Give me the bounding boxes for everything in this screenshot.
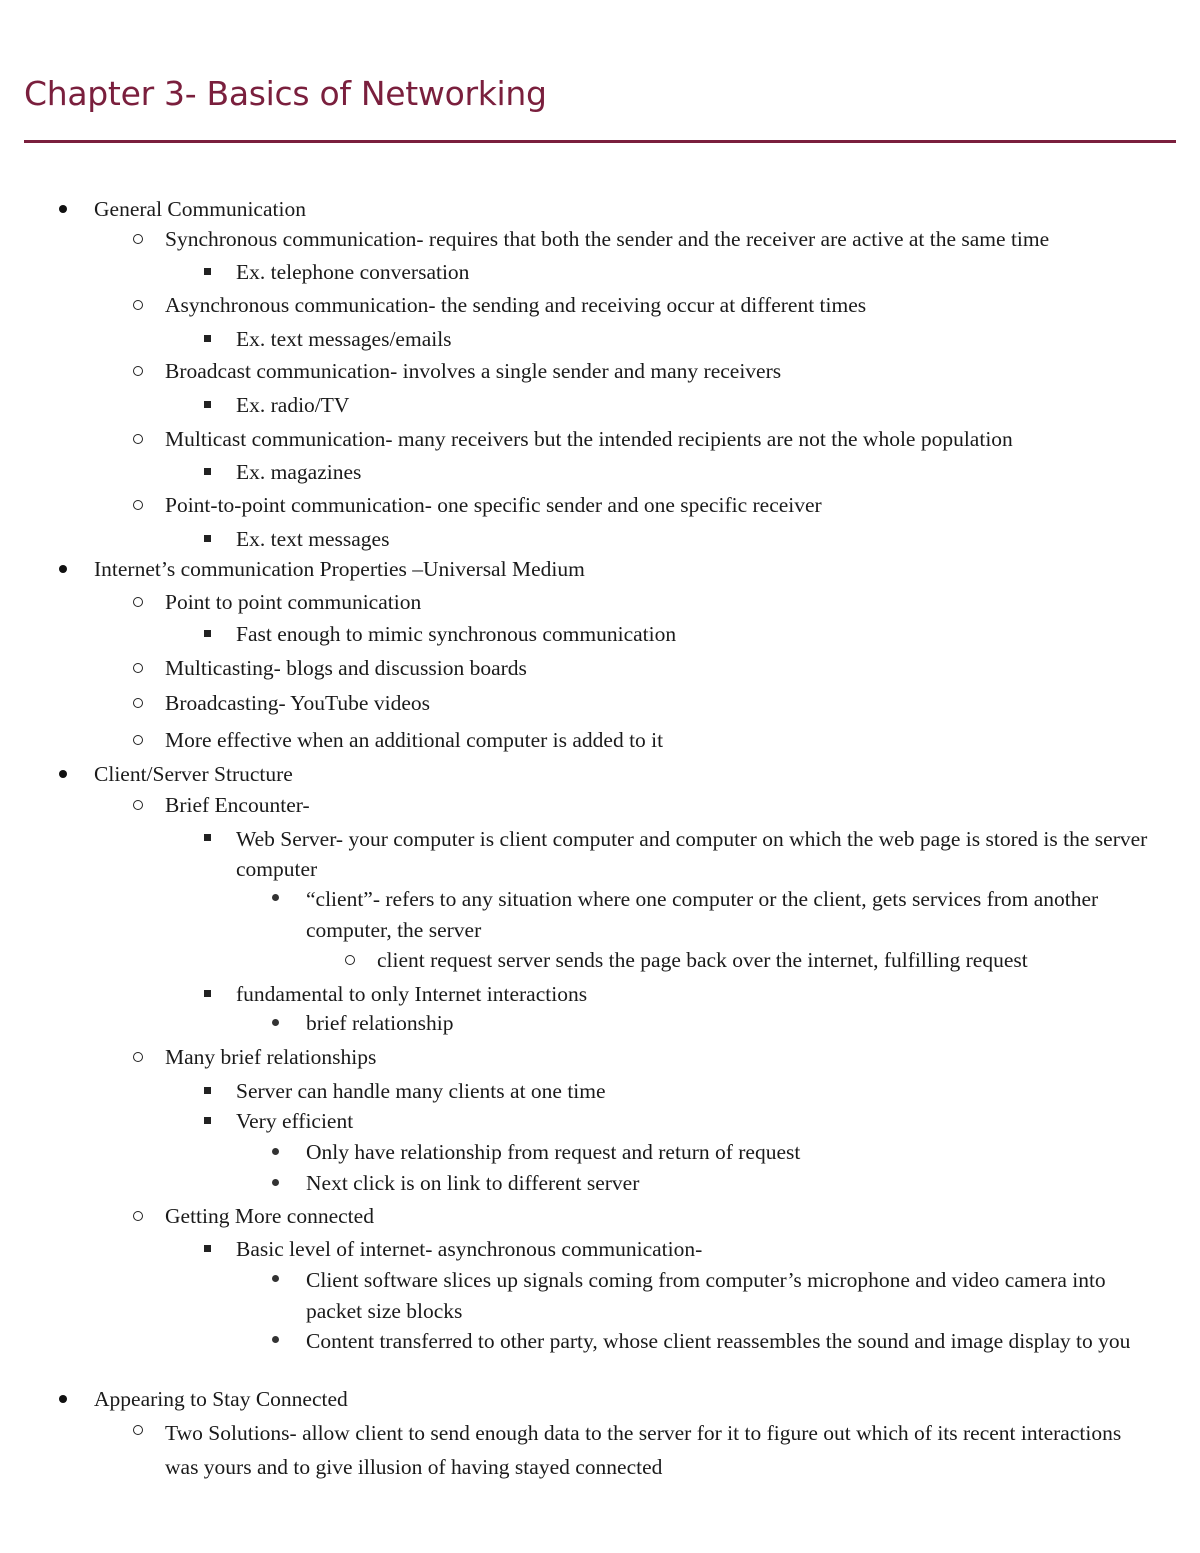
bullet-circle-icon <box>133 291 143 310</box>
list-item-only-relationship: Only have relationship from request and return of request <box>306 1140 801 1164</box>
list-item-client-definition: “client”- refers to any situation where one computer or the client, gets services from another computer, the server <box>306 887 1099 942</box>
bullet-disc-icon <box>59 760 67 778</box>
bullet-dot-icon <box>272 1009 279 1026</box>
list-item-example: Ex. magazines <box>236 460 362 484</box>
bullet-disc-icon <box>59 1385 67 1403</box>
list-item-example: Ex. radio/TV <box>236 393 350 417</box>
list-item-multicast: Multicast communication- many receivers but the intended recipients are not the whole population <box>165 427 1013 451</box>
bullet-circle-icon <box>133 1202 143 1221</box>
bullet-dot-icon <box>272 1326 279 1343</box>
list-item-example: Ex. text messages/emails <box>236 327 452 351</box>
bullet-circle-icon <box>133 357 143 376</box>
list-item-detail: Fast enough to mimic synchronous communication <box>236 622 677 646</box>
bullet-dot-icon <box>272 1169 279 1186</box>
list-item-many-brief: Many brief relationships <box>165 1045 377 1069</box>
bullet-square-icon <box>204 1235 211 1252</box>
list-item-brief-encounter: Brief Encounter- <box>165 793 310 817</box>
list-item-example: Ex. text messages <box>236 527 390 551</box>
list-item-very-efficient: Very efficient <box>236 1109 354 1133</box>
list-item-server-handles: Server can handle many clients at one time <box>236 1079 606 1103</box>
list-item-web-server: Web Server- your computer is client computer and computer on which the web page is stored is the server computer <box>236 827 1148 881</box>
bullet-disc-icon <box>59 555 67 573</box>
bullet-circle-icon <box>133 726 143 745</box>
bullet-square-icon <box>204 391 211 408</box>
list-item-broadcasting: Broadcasting- YouTube videos <box>165 691 430 715</box>
bullet-circle-icon <box>133 588 143 607</box>
list-item-appearing-connected: Appearing to Stay Connected <box>94 1387 348 1411</box>
bullet-square-icon <box>204 1107 211 1124</box>
bullet-square-icon <box>204 1077 211 1094</box>
bullet-square-icon <box>204 824 211 841</box>
list-item-basic-level: Basic level of internet- asynchronous communication- <box>236 1237 703 1261</box>
list-item-two-solutions: Two Solutions- allow client to send enough data to the server for it to figure out which of its recent interactions was yours and to give illusion of having stayed connected <box>165 1421 1122 1479</box>
list-item-general-communication: General Communication <box>94 197 306 221</box>
list-item-getting-connected: Getting More connected <box>165 1204 374 1228</box>
list-item-multicasting: Multicasting- blogs and discussion boards <box>165 656 527 680</box>
list-item-synchronous: Synchronous communication- requires that both the sender and the receiver are active at the same time <box>165 227 1050 251</box>
list-item-point-to-point: Point-to-point communication- one specific sender and one specific receiver <box>165 493 822 517</box>
list-item-asynchronous: Asynchronous communication- the sending and receiving occur at different times <box>165 293 867 317</box>
bullet-circle-icon <box>133 225 143 244</box>
bullet-square-icon <box>204 325 211 342</box>
bullet-dot-icon <box>272 1265 279 1282</box>
bullet-square-icon <box>204 258 211 275</box>
list-item-internet-properties: Internet’s communication Properties –Universal Medium <box>94 557 585 581</box>
bullet-dot-icon <box>272 1138 279 1155</box>
bullet-circle-icon <box>133 689 143 708</box>
list-item-point-to-point-internet: Point to point communication <box>165 590 422 614</box>
title-divider <box>24 140 1176 143</box>
bullet-square-icon <box>204 980 211 997</box>
bullet-circle-icon <box>133 654 143 673</box>
bullet-circle-icon <box>133 1043 143 1062</box>
list-item-next-click: Next click is on link to different server <box>306 1171 640 1195</box>
bullet-circle-icon <box>133 425 143 444</box>
list-item-client-software: Client software slices up signals coming from computer’s microphone and video camera into packet size blocks <box>306 1268 1106 1323</box>
bullet-dot-icon <box>272 884 279 901</box>
list-item-client-server: Client/Server Structure <box>94 762 293 786</box>
bullet-circle-icon <box>133 791 143 810</box>
bullet-disc-icon <box>59 195 67 213</box>
list-item-more-effective: More effective when an additional computer is added to it <box>165 728 664 752</box>
list-item-client-request: client request server sends the page back over the internet, fulfilling request <box>377 948 1028 972</box>
page-title: Chapter 3- Basics of Networking <box>24 74 547 113</box>
bullet-square-icon <box>204 458 211 475</box>
list-item-broadcast: Broadcast communication- involves a single sender and many receivers <box>165 359 782 383</box>
bullet-square-icon <box>204 525 211 542</box>
list-item-content-transferred: Content transferred to other party, whose client reassembles the sound and image display to you <box>306 1329 1131 1353</box>
bullet-square-icon <box>204 620 211 637</box>
bullet-circle-icon <box>133 491 143 510</box>
list-item-brief-relationship: brief relationship <box>306 1011 454 1035</box>
list-item-example: Ex. telephone conversation <box>236 260 470 284</box>
bullet-circle-icon <box>345 946 355 965</box>
list-item-fundamental: fundamental to only Internet interactions <box>236 982 588 1006</box>
bullet-circle-icon <box>133 1416 143 1435</box>
